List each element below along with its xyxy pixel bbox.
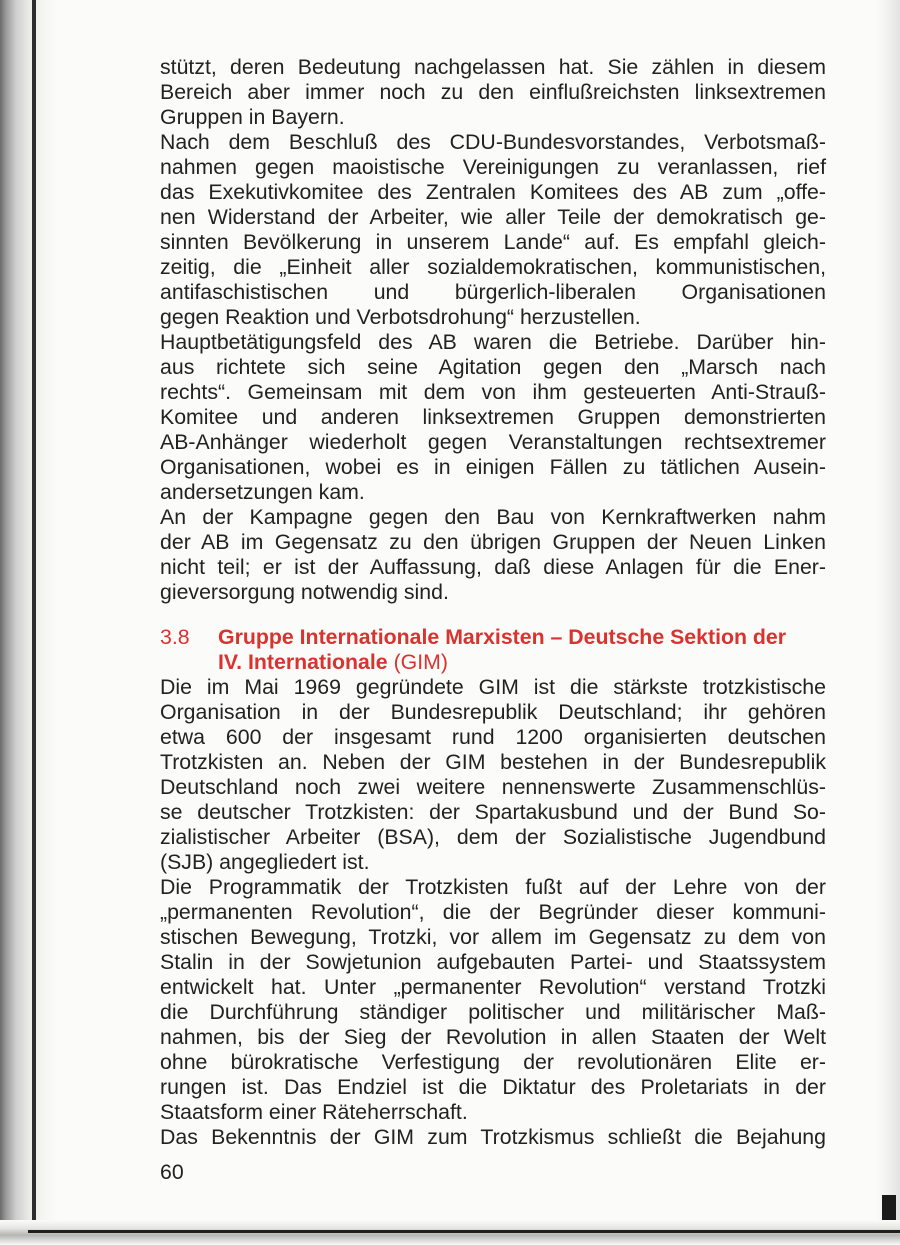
text-line: nahmen gegen maoistische Vereinigungen zu veranlassen, rief bbox=[160, 155, 826, 179]
text-line: „permanenten Revolution“, die der Begründer dieser kommuni- bbox=[160, 900, 826, 924]
text-line: das Exekutivkomitee des Zentralen Komitees des AB zum „offe- bbox=[160, 180, 826, 204]
text-line: Staatsform einer Räteherrschaft. bbox=[160, 1100, 468, 1124]
text-line: stützt, deren Bedeutung nachgelassen hat. Sie zählen in diesem bbox=[160, 55, 826, 79]
page-bottom-edge bbox=[0, 1220, 900, 1245]
text-line: Organisation in der Bundesrepublik Deutschland; ihr gehören bbox=[160, 700, 826, 724]
text-line: aus richtete sich seine Agitation gegen den „Marsch nach bbox=[160, 355, 826, 379]
text-line: AB-Anhänger wiederholt gegen Veranstaltungen rechtsextremer bbox=[160, 430, 826, 454]
text-line: rechts“. Gemeinsam mit dem von ihm gesteuerten Anti-Strauß- bbox=[160, 380, 826, 404]
text-line: entwickelt hat. Unter „permanenter Revolution“ verstand Trotzki bbox=[160, 975, 826, 999]
text-line: Gruppen in Bayern. bbox=[160, 105, 345, 129]
text-line: gieversorgung notwendig sind. bbox=[160, 580, 449, 604]
text-line: rungen ist. Das Endziel ist die Diktatur des Proletariats in der bbox=[160, 1075, 826, 1099]
page-text-column bbox=[160, 55, 826, 1149]
text-line: Deutschland noch zwei weitere nennenswerte Zusammenschlüs- bbox=[160, 775, 826, 799]
page-number: 60 bbox=[160, 1160, 184, 1184]
text-line: nahmen, bis der Sieg der Revolution in allen Staaten der Welt bbox=[160, 1025, 826, 1049]
body-text-block-2 bbox=[160, 675, 826, 1150]
text-line: Hauptbetätigungsfeld des AB waren die Betriebe. Darüber hin- bbox=[160, 330, 826, 354]
text-line: stischen Bewegung, Trotzki, vor allem im Gegensatz zu dem von bbox=[160, 925, 826, 949]
text-line: nen Widerstand der Arbeiter, wie aller Teile der demokratisch ge- bbox=[160, 205, 826, 229]
text-line: An der Kampagne gegen den Bau von Kernkraftwerken nahm bbox=[160, 505, 826, 529]
text-line: der AB im Gegensatz zu den übrigen Gruppen der Neuen Linken bbox=[160, 530, 826, 554]
text-line: zeitig, die „Einheit aller sozialdemokratischen, kommunistischen, bbox=[160, 255, 826, 279]
section-title-line-2 bbox=[218, 650, 448, 675]
text-line: Komitee und anderen linksextremen Gruppen demonstrierten bbox=[160, 405, 826, 429]
text-line: nicht teil; er ist der Auffassung, daß diese Anlagen für die Ener- bbox=[160, 555, 826, 579]
text-line: se deutscher Trotzkisten: der Spartakusbund und der Bund So- bbox=[160, 800, 826, 824]
text-line: die Durchführung ständiger politischer und militärischer Maß- bbox=[160, 1000, 826, 1024]
text-line: andersetzungen kam. bbox=[160, 480, 365, 504]
book-spine-shadow bbox=[0, 0, 58, 1245]
text-line: Stalin in der Sowjetunion aufgebauten Partei- und Staatssystem bbox=[160, 950, 826, 974]
text-line: sinnten Bevölkerung in unserem Lande“ auf. Es empfahl gleich- bbox=[160, 230, 826, 254]
section-number: 3.8 bbox=[160, 625, 190, 649]
text-line: Organisationen, wobei es in einigen Fällen zu tätlichen Ausein- bbox=[160, 455, 826, 479]
text-line: antifaschistischen und bürgerlich-liberalen Organisationen bbox=[160, 280, 826, 304]
text-line: Die Programmatik der Trotzkisten fußt auf der Lehre von der bbox=[160, 875, 826, 899]
text-line: Trotzkisten an. Neben der GIM bestehen in der Bundesrepublik bbox=[160, 750, 826, 774]
text-line: Bereich aber immer noch zu den einflußreichsten linksextremen bbox=[160, 80, 826, 104]
page-right-edge bbox=[876, 0, 900, 1245]
text-line: zialistischer Arbeiter (BSA), dem der Sozialistische Jugendbund bbox=[160, 825, 826, 849]
text-line: Nach dem Beschluß des CDU-Bundesvorstandes, Verbotsmaß- bbox=[160, 130, 826, 154]
text-line: etwa 600 der insgesamt rund 1200 organisierten deutschen bbox=[160, 725, 826, 749]
text-line: gegen Reaktion und Verbotsdrohung“ herzustellen. bbox=[160, 305, 641, 329]
text-line: Das Bekenntnis der GIM zum Trotzkismus schließt die Bejahung bbox=[160, 1125, 826, 1149]
body-text-block-1 bbox=[160, 55, 826, 605]
section-title-abbr: (GIM) bbox=[393, 650, 448, 674]
section-title-line-1: Gruppe Internationale Marxisten – Deutsche Sektion der bbox=[218, 625, 787, 649]
text-line: ohne bürokratische Verfestigung der revolutionären Elite er- bbox=[160, 1050, 826, 1074]
text-line: (SJB) angegliedert ist. bbox=[160, 850, 370, 874]
section-title-bold: IV. Internationale bbox=[218, 650, 388, 674]
text-line: Die im Mai 1969 gegründete GIM ist die stärkste trotzkistische bbox=[160, 675, 826, 699]
